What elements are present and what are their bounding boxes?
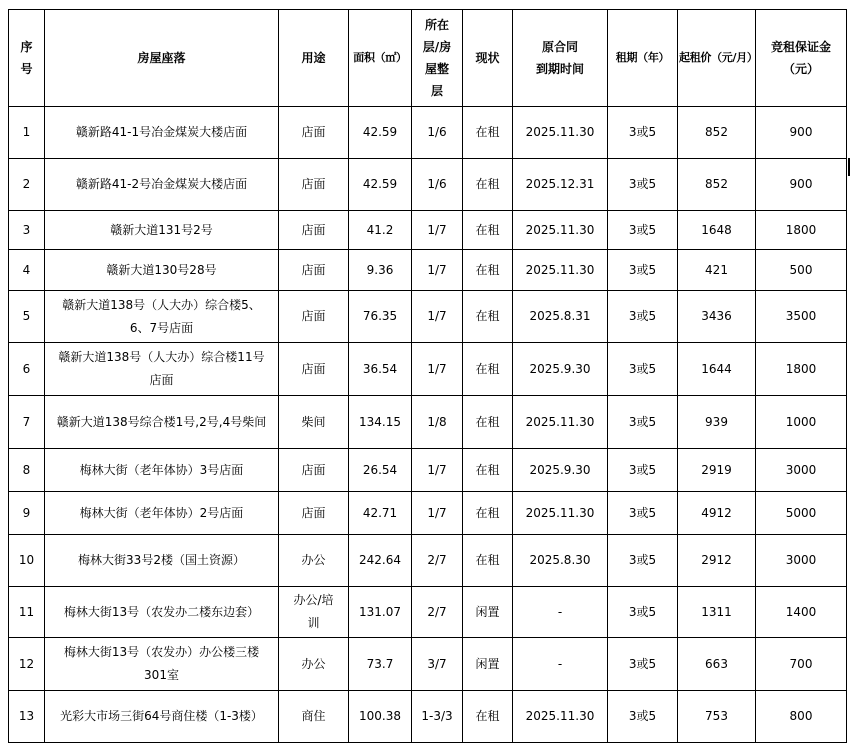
cell-use: 办公	[279, 638, 349, 691]
cell-status: 在租	[463, 492, 513, 535]
table-row	[9, 159, 847, 211]
cell-floor: 1/7	[412, 449, 463, 492]
header-line: 号	[20, 62, 33, 76]
text-cursor	[848, 158, 850, 176]
cell-no: 13	[9, 691, 45, 743]
cell-use: 店面	[279, 492, 349, 535]
header-line: 用途	[301, 51, 326, 65]
table-row	[9, 587, 847, 638]
header-status	[463, 10, 513, 107]
cell-expiry: 2025.11.30	[513, 107, 608, 159]
cell-deposit: 5000	[756, 492, 847, 535]
cell-area: 242.64	[349, 535, 412, 587]
cell-location: 赣新大道138号综合楼1号,2号,4号柴间	[45, 396, 279, 449]
header-deposit	[756, 10, 847, 107]
cell-status: 在租	[463, 449, 513, 492]
cell-location: 赣新大道138号（人大办）综合楼11号店面	[45, 343, 279, 396]
table-row	[9, 211, 847, 250]
cell-term: 3或5	[608, 343, 678, 396]
header-line: 原合同	[541, 40, 578, 54]
header-floor	[412, 10, 463, 107]
cell-price: 939	[678, 396, 756, 449]
cell-floor: 2/7	[412, 587, 463, 638]
cell-use: 店面	[279, 211, 349, 250]
cell-area: 131.07	[349, 587, 412, 638]
cell-no: 9	[9, 492, 45, 535]
cell-price: 663	[678, 638, 756, 691]
cell-price: 753	[678, 691, 756, 743]
table-row	[9, 449, 847, 492]
cell-deposit: 700	[756, 638, 847, 691]
header-expiry	[513, 10, 608, 107]
cell-price: 2912	[678, 535, 756, 587]
table-row	[9, 250, 847, 291]
cell-location: 赣新路41-1号冶金煤炭大楼店面	[45, 107, 279, 159]
cell-deposit: 1800	[756, 343, 847, 396]
header-line: （元）	[782, 62, 819, 76]
cell-floor: 1/7	[412, 250, 463, 291]
cell-term: 3或5	[608, 291, 678, 343]
header-line: 房屋座落	[137, 51, 186, 65]
cell-deposit: 800	[756, 691, 847, 743]
cell-no: 7	[9, 396, 45, 449]
cell-area: 134.15	[349, 396, 412, 449]
cell-floor: 3/7	[412, 638, 463, 691]
cell-use: 柴间	[279, 396, 349, 449]
cell-deposit: 3000	[756, 535, 847, 587]
cell-deposit: 3500	[756, 291, 847, 343]
cell-location: 赣新大道138号（人大办）综合楼5、6、7号店面	[45, 291, 279, 343]
cell-status: 在租	[463, 159, 513, 211]
cell-status: 在租	[463, 211, 513, 250]
cell-no: 8	[9, 449, 45, 492]
table-row	[9, 638, 847, 691]
cell-status: 在租	[463, 535, 513, 587]
cell-no: 10	[9, 535, 45, 587]
cell-term: 3或5	[608, 107, 678, 159]
cell-expiry: 2025.9.30	[513, 343, 608, 396]
header-location	[45, 10, 279, 107]
cell-expiry: 2025.11.30	[513, 250, 608, 291]
table-row	[9, 107, 847, 159]
cell-no: 12	[9, 638, 45, 691]
cell-status: 在租	[463, 250, 513, 291]
cell-use: 店面	[279, 159, 349, 211]
cell-term: 3或5	[608, 535, 678, 587]
cell-floor: 1/7	[412, 492, 463, 535]
cell-deposit: 1400	[756, 587, 847, 638]
table-row	[9, 535, 847, 587]
cell-term: 3或5	[608, 587, 678, 638]
cell-expiry: 2025.11.30	[513, 691, 608, 743]
cell-expiry: 2025.11.30	[513, 211, 608, 250]
cell-price: 421	[678, 250, 756, 291]
table-row	[9, 492, 847, 535]
cell-area: 26.54	[349, 449, 412, 492]
cell-term: 3或5	[608, 396, 678, 449]
cell-term: 3或5	[608, 211, 678, 250]
cell-no: 5	[9, 291, 45, 343]
cell-deposit: 1800	[756, 211, 847, 250]
header-line: 所在	[424, 18, 449, 32]
cell-floor: 1/7	[412, 343, 463, 396]
cell-expiry: 2025.8.30	[513, 535, 608, 587]
cell-location: 赣新路41-2号冶金煤炭大楼店面	[45, 159, 279, 211]
cell-price: 1644	[678, 343, 756, 396]
cell-floor: 1/7	[412, 291, 463, 343]
header-area: 面积（㎡）	[349, 10, 412, 107]
cell-expiry: -	[513, 638, 608, 691]
cell-floor: 1/6	[412, 159, 463, 211]
cell-price: 1648	[678, 211, 756, 250]
cell-term: 3或5	[608, 492, 678, 535]
cell-expiry: 2025.9.30	[513, 449, 608, 492]
cell-use: 店面	[279, 291, 349, 343]
header-line: 现状	[475, 51, 500, 65]
cell-deposit: 3000	[756, 449, 847, 492]
cell-area: 42.59	[349, 159, 412, 211]
cell-no: 3	[9, 211, 45, 250]
cell-use: 办公/培训	[279, 587, 349, 638]
header-price: 起租价（元/月）	[678, 10, 756, 107]
cell-expiry: -	[513, 587, 608, 638]
cell-status: 在租	[463, 107, 513, 159]
cell-floor: 1-3/3	[412, 691, 463, 743]
cell-location: 梅林大街（老年体协）3号店面	[45, 449, 279, 492]
cell-location: 梅林大街33号2楼（国土资源）	[45, 535, 279, 587]
cell-status: 在租	[463, 691, 513, 743]
cell-floor: 2/7	[412, 535, 463, 587]
cell-price: 4912	[678, 492, 756, 535]
cell-floor: 1/7	[412, 211, 463, 250]
table-row	[9, 691, 847, 743]
header-term: 租期（年）	[608, 10, 678, 107]
cell-location: 梅林大街13号（农发办）办公楼三楼301室	[45, 638, 279, 691]
header-line: 到期时间	[535, 62, 584, 76]
cell-area: 42.59	[349, 107, 412, 159]
cell-area: 100.38	[349, 691, 412, 743]
cell-area: 9.36	[349, 250, 412, 291]
cell-term: 3或5	[608, 449, 678, 492]
cell-use: 店面	[279, 250, 349, 291]
cell-floor: 1/8	[412, 396, 463, 449]
header-line: 层/房	[422, 40, 452, 54]
cell-price: 1311	[678, 587, 756, 638]
cell-status: 闲置	[463, 638, 513, 691]
cell-deposit: 500	[756, 250, 847, 291]
cell-deposit: 900	[756, 107, 847, 159]
cell-location: 光彩大市场三街64号商住楼（1-3楼）	[45, 691, 279, 743]
cell-price: 3436	[678, 291, 756, 343]
cell-use: 办公	[279, 535, 349, 587]
cell-deposit: 1000	[756, 396, 847, 449]
cell-term: 3或5	[608, 159, 678, 211]
cell-status: 在租	[463, 343, 513, 396]
cell-term: 3或5	[608, 638, 678, 691]
cell-area: 73.7	[349, 638, 412, 691]
cell-area: 76.35	[349, 291, 412, 343]
cell-expiry: 2025.12.31	[513, 159, 608, 211]
cell-floor: 1/6	[412, 107, 463, 159]
cell-location: 赣新大道131号2号	[45, 211, 279, 250]
cell-location: 梅林大街13号（农发办二楼东边套）	[45, 587, 279, 638]
cell-expiry: 2025.11.30	[513, 396, 608, 449]
cell-location: 赣新大道130号28号	[45, 250, 279, 291]
cell-location: 梅林大街（老年体协）2号店面	[45, 492, 279, 535]
cell-deposit: 900	[756, 159, 847, 211]
cell-status: 在租	[463, 291, 513, 343]
cell-no: 1	[9, 107, 45, 159]
header-line: 层	[430, 84, 443, 98]
cell-no: 6	[9, 343, 45, 396]
table-row	[9, 291, 847, 343]
table-header-row	[9, 10, 847, 107]
cell-no: 4	[9, 250, 45, 291]
cell-use: 店面	[279, 449, 349, 492]
header-no	[9, 10, 45, 107]
cell-status: 闲置	[463, 587, 513, 638]
cell-term: 3或5	[608, 250, 678, 291]
cell-expiry: 2025.8.31	[513, 291, 608, 343]
cell-status: 在租	[463, 396, 513, 449]
cell-use: 商住	[279, 691, 349, 743]
cell-price: 852	[678, 159, 756, 211]
cell-use: 店面	[279, 343, 349, 396]
header-line: 序	[20, 40, 33, 54]
table-row	[9, 343, 847, 396]
header-use	[279, 10, 349, 107]
cell-use: 店面	[279, 107, 349, 159]
header-line: 竞租保证金	[770, 40, 831, 54]
cell-expiry: 2025.11.30	[513, 492, 608, 535]
cell-area: 42.71	[349, 492, 412, 535]
cell-no: 2	[9, 159, 45, 211]
cell-area: 41.2	[349, 211, 412, 250]
cell-no: 11	[9, 587, 45, 638]
cell-price: 2919	[678, 449, 756, 492]
header-line: 屋整	[424, 62, 449, 76]
cell-price: 852	[678, 107, 756, 159]
cell-area: 36.54	[349, 343, 412, 396]
table-row	[9, 396, 847, 449]
property-lease-table	[8, 9, 847, 743]
cell-term: 3或5	[608, 691, 678, 743]
